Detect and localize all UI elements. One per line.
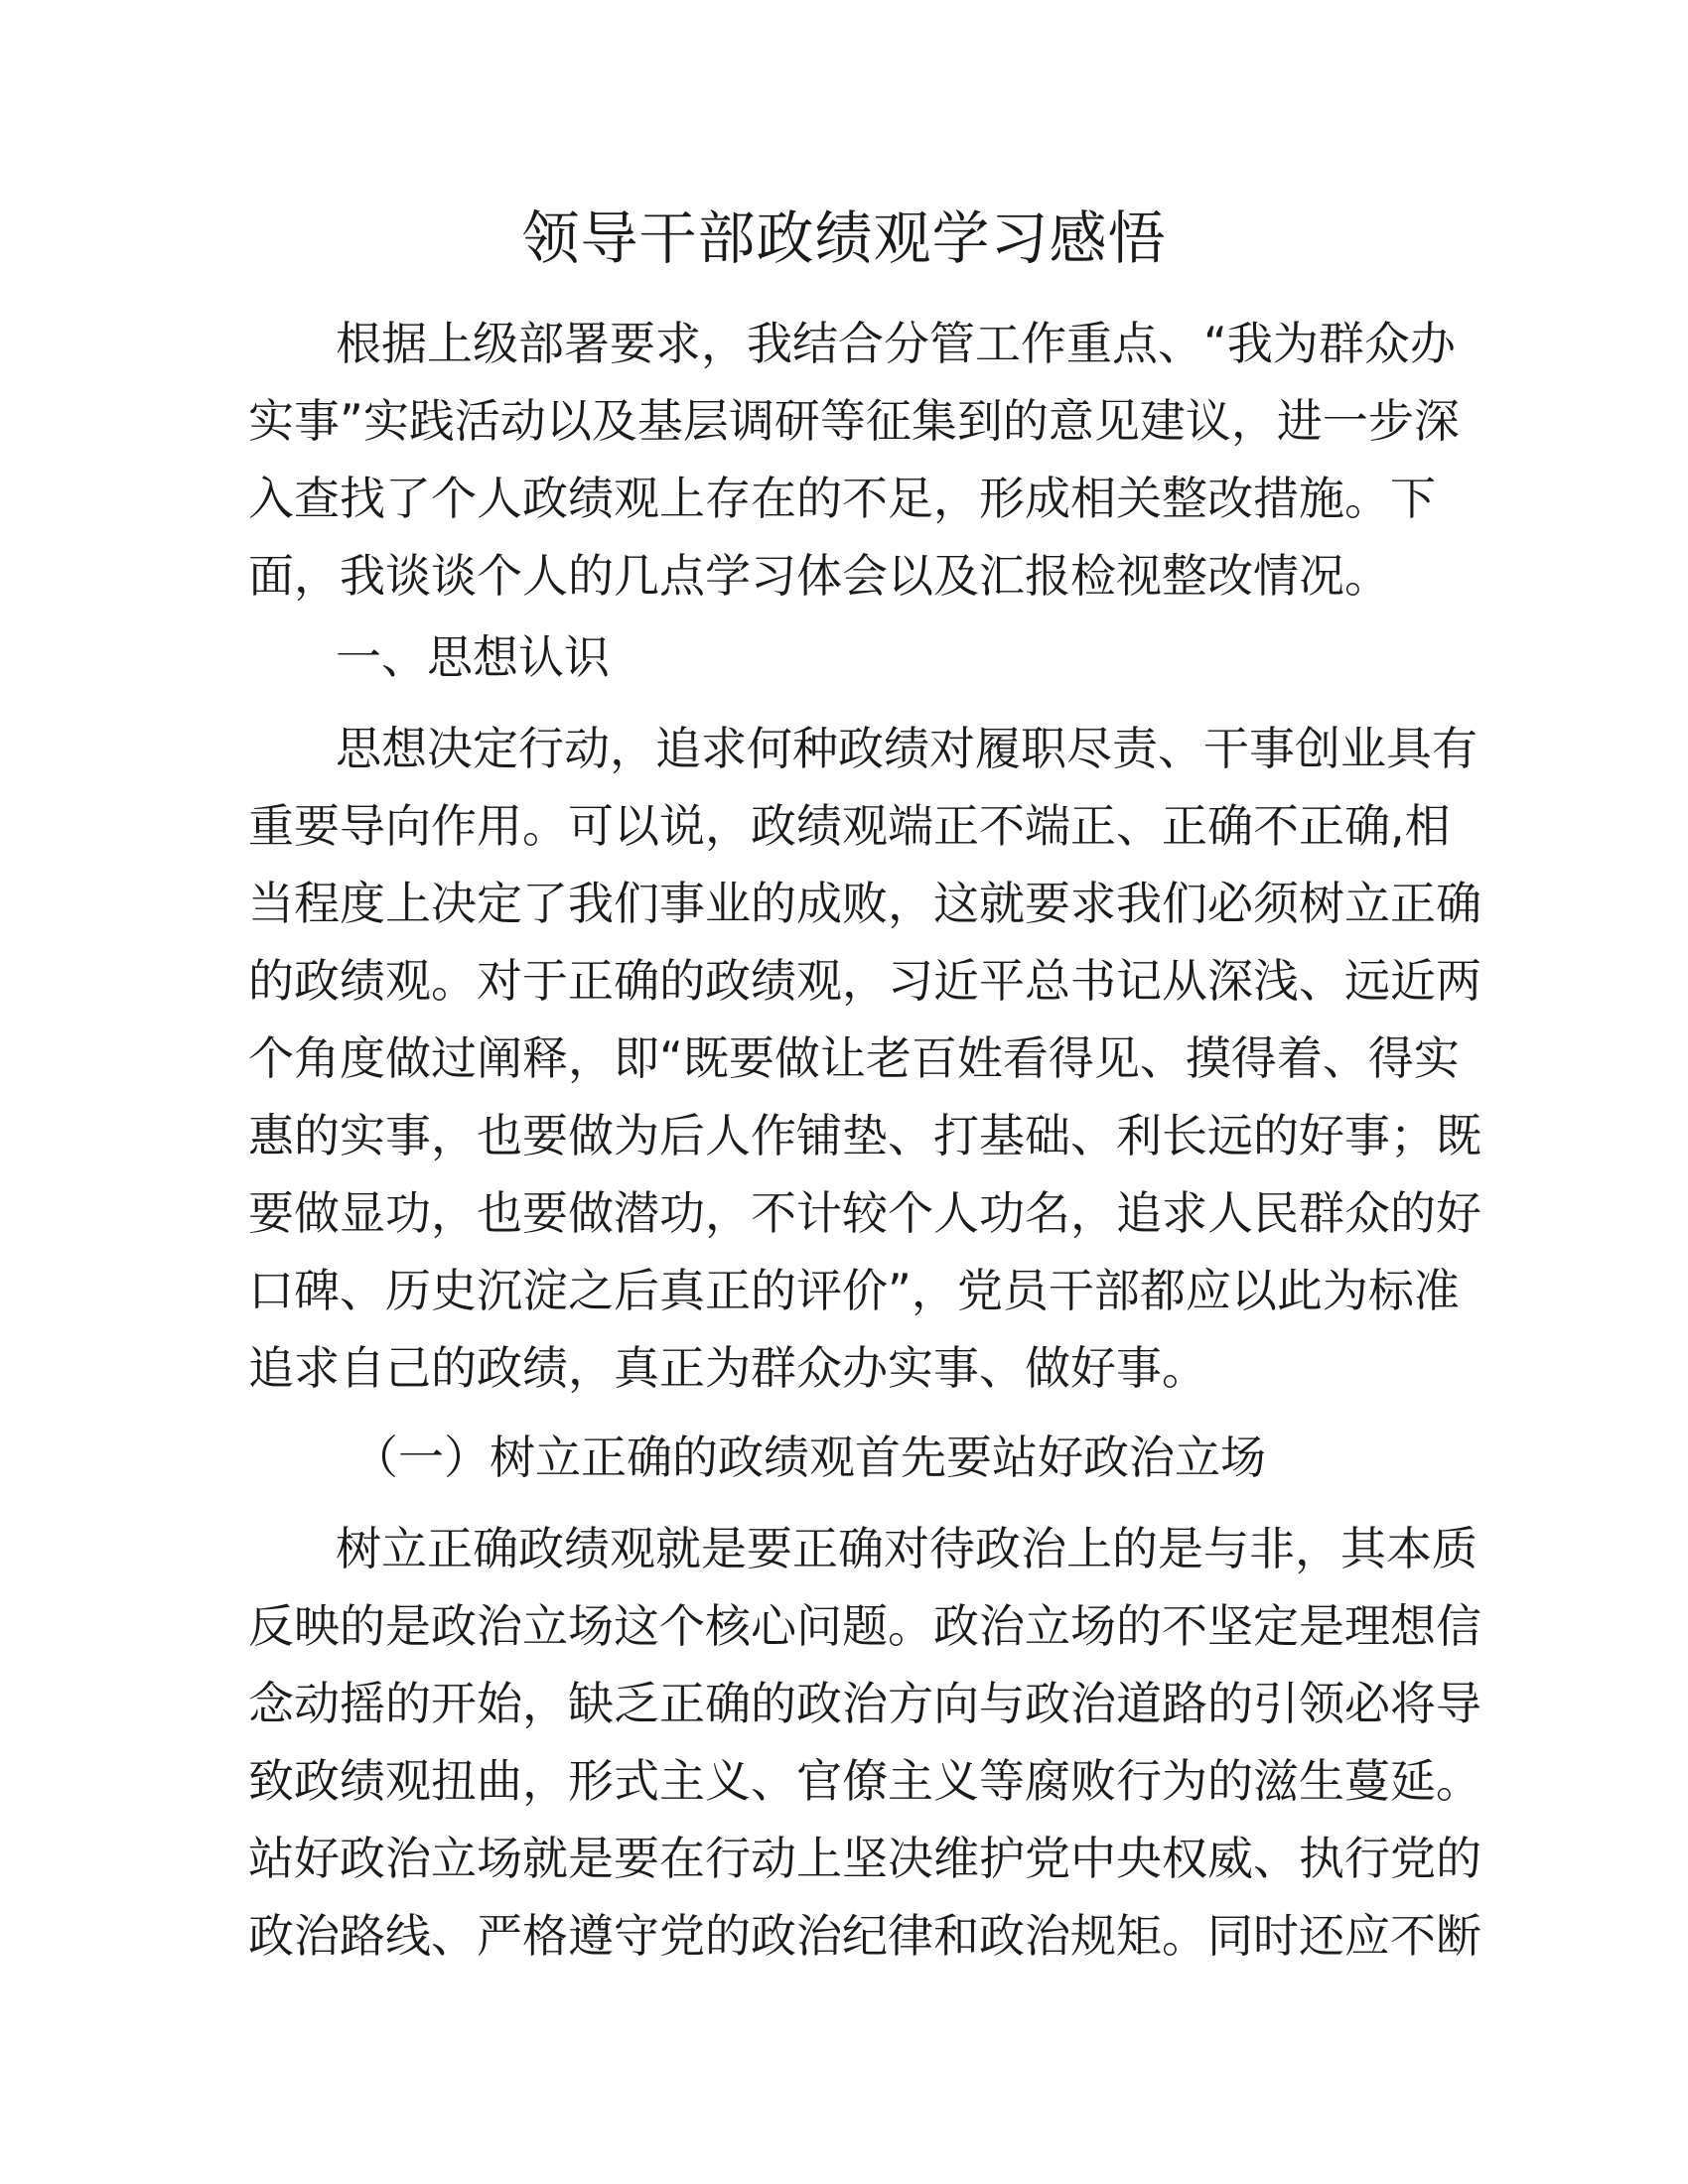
body-line: 根据上级部署要求，我结合分管工作重点、“我为群众办 (336, 317, 1456, 370)
body-line: 要做显功，也要做潜功，不计较个人功名，追求人民群众的好 (248, 1186, 1481, 1240)
body-line: 反映的是政治立场这个核心问题。政治立场的不坚定是理想信 (248, 1599, 1481, 1653)
body-line: 个角度做过阐释，即“既要做让老百姓看得见、摸得着、得实 (248, 1031, 1460, 1085)
body-line: 面，我谈谈个人的几点学习体会以及汇报检视整改情况。 (248, 549, 1390, 603)
body-line: 惠的实事，也要做为后人作铺垫、打基础、利长远的好事；既 (248, 1109, 1481, 1162)
subsection-heading: （一）树立正确的政绩观首先要站好政治立场 (352, 1431, 1266, 1484)
document-title: 领导干部政绩观学习感悟 (521, 205, 1167, 272)
body-line: 实事”实践活动以及基层调研等征集到的意见建议，进一步深 (248, 394, 1460, 448)
body-line: 追求自己的政绩，真正为群众办实事、做好事。 (248, 1341, 1207, 1395)
body-line: 树立正确政绩观就是要正确对待政治上的是与非，其本质 (336, 1522, 1477, 1575)
body-line: 思想决定行动，追求何种政绩对履职尽责、干事创业具有 (336, 722, 1477, 775)
body-line: 政治路线、严格遵守党的政治纪律和政治规矩。同时还应不断 (248, 1909, 1481, 1963)
body-line: 重要导向作用。可以说，政绩观端正不端正、正确不正确,相 (248, 799, 1451, 853)
body-line: 念动摇的开始，缺乏正确的政治方向与政治道路的引领必将导 (248, 1677, 1481, 1730)
body-line: 入查找了个人政绩观上存在的不足，形成相关整改措施。下 (248, 472, 1436, 525)
body-line: 口碑、历史沉淀之后真正的评价”，党员干部都应以此为标准 (248, 1264, 1460, 1317)
body-line: 致政绩观扭曲，形式主义、官僚主义等腐败行为的滋生蔓延。 (248, 1754, 1481, 1808)
body-line: 的政绩观。对于正确的政绩观，习近平总书记从深浅、远近两 (248, 954, 1481, 1008)
body-line: 站好政治立场就是要在行动上坚决维护党中央权威、执行党的 (248, 1832, 1481, 1885)
section-heading: 一、思想认识 (336, 630, 610, 684)
body-line: 当程度上决定了我们事业的成败，这就要求我们必须树立正确 (248, 877, 1481, 930)
